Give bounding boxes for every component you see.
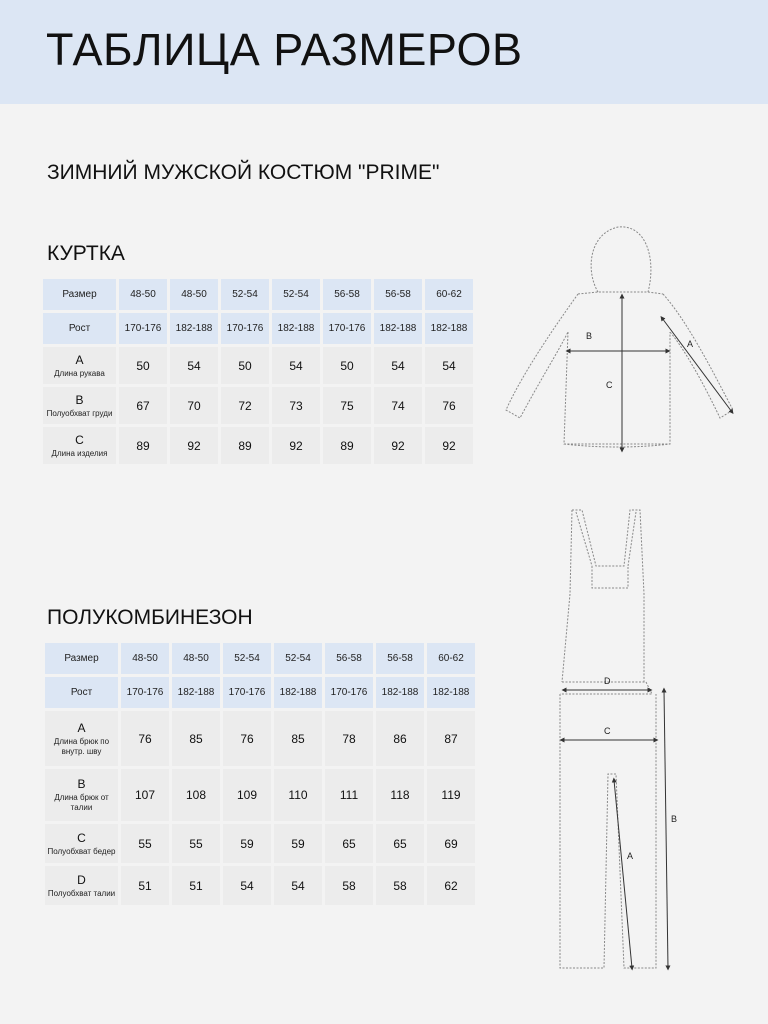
value-cell: 50 — [221, 347, 269, 384]
label-c: C — [604, 726, 611, 736]
size-cell: 52-54 — [272, 279, 320, 310]
jacket-measure-row — [43, 347, 473, 384]
overalls-measure-row — [45, 866, 475, 905]
value-cell: 76 — [223, 711, 271, 766]
product-title: ЗИМНИЙ МУЖСКОЙ КОСТЮМ "PRIME" — [47, 161, 440, 184]
jacket-measure-row — [43, 387, 473, 424]
height-cell: 170-176 — [121, 677, 169, 708]
size-cell: 56-58 — [325, 643, 373, 674]
overalls-size-table — [42, 640, 478, 908]
value-cell: 54 — [170, 347, 218, 384]
value-cell: 54 — [374, 347, 422, 384]
height-cell: 182-188 — [427, 677, 475, 708]
overalls-section-title: ПОЛУКОМБИНЕЗОН — [47, 606, 253, 629]
height-header: Рост — [43, 313, 116, 344]
measure-desc: Полуобхват груди — [46, 408, 113, 418]
height-cell: 182-188 — [172, 677, 220, 708]
value-cell: 85 — [172, 711, 220, 766]
size-cell: 60-62 — [427, 643, 475, 674]
measure-desc: Длина брюк от талии — [54, 793, 109, 812]
value-cell: 72 — [221, 387, 269, 424]
height-cell: 170-176 — [119, 313, 167, 344]
label-a: A — [627, 851, 634, 861]
value-cell: 51 — [172, 866, 220, 905]
measure-header — [45, 866, 118, 905]
value-cell: 92 — [170, 427, 218, 464]
jacket-section-title: КУРТКА — [47, 242, 125, 265]
value-cell: 89 — [221, 427, 269, 464]
value-cell: 54 — [274, 866, 322, 905]
height-cell: 182-188 — [170, 313, 218, 344]
measure-header — [43, 427, 116, 464]
measure-header — [43, 347, 116, 384]
value-cell: 76 — [121, 711, 169, 766]
jacket-measure-row — [43, 427, 473, 464]
overalls-measure-row — [45, 711, 475, 766]
measure-code: B — [77, 777, 86, 791]
size-cell: 48-50 — [172, 643, 220, 674]
value-cell: 50 — [323, 347, 371, 384]
measure-code: B — [75, 392, 84, 407]
value-cell: 54 — [425, 347, 473, 384]
label-b: B — [586, 331, 593, 341]
height-cell: 170-176 — [323, 313, 371, 344]
value-cell: 78 — [325, 711, 373, 766]
value-cell: 69 — [427, 824, 475, 863]
value-cell: 89 — [119, 427, 167, 464]
value-cell: 65 — [376, 824, 424, 863]
value-cell: 70 — [170, 387, 218, 424]
size-cell: 52-54 — [221, 279, 269, 310]
jacket-size-row — [43, 279, 473, 310]
value-cell: 111 — [325, 769, 373, 821]
overalls-measure-row — [45, 824, 475, 863]
height-cell: 182-188 — [274, 677, 322, 708]
value-cell: 109 — [223, 769, 271, 821]
value-cell: 92 — [374, 427, 422, 464]
measure-code: C — [77, 830, 86, 845]
measure-code: C — [75, 432, 84, 447]
label-d: D — [604, 676, 611, 686]
measure-desc: Полуобхват бедер — [47, 846, 116, 856]
jacket-size-table — [40, 276, 476, 467]
value-cell: 92 — [272, 427, 320, 464]
value-cell: 67 — [119, 387, 167, 424]
value-cell: 118 — [376, 769, 424, 821]
measure-header — [45, 824, 118, 863]
value-cell: 58 — [325, 866, 373, 905]
size-cell: 52-54 — [223, 643, 271, 674]
value-cell: 87 — [427, 711, 475, 766]
value-cell: 59 — [274, 824, 322, 863]
measure-header — [45, 711, 118, 766]
measure-desc: Длина изделия — [51, 448, 108, 458]
measure-code: A — [77, 720, 86, 735]
size-cell: 48-50 — [119, 279, 167, 310]
jacket-illustration — [498, 222, 744, 458]
overalls-height-row — [45, 677, 475, 708]
value-cell: 86 — [376, 711, 424, 766]
size-cell: 52-54 — [274, 643, 322, 674]
value-cell: 75 — [323, 387, 371, 424]
value-cell: 85 — [274, 711, 322, 766]
value-cell: 76 — [425, 387, 473, 424]
size-cell: 56-58 — [374, 279, 422, 310]
value-cell: 74 — [374, 387, 422, 424]
label-c: C — [606, 380, 613, 390]
jacket-height-row — [43, 313, 473, 344]
value-cell: 108 — [172, 769, 220, 821]
value-cell: 73 — [272, 387, 320, 424]
height-cell: 182-188 — [425, 313, 473, 344]
measure-header — [45, 769, 118, 821]
value-cell: 107 — [121, 769, 169, 821]
value-cell: 59 — [223, 824, 271, 863]
size-header: Размер — [43, 279, 116, 310]
height-cell: 170-176 — [325, 677, 373, 708]
measure-header — [43, 387, 116, 424]
value-cell: 89 — [323, 427, 371, 464]
measure-desc: Длина брюк по внутр. шву — [53, 736, 110, 756]
value-cell: 62 — [427, 866, 475, 905]
page-title: ТАБЛИЦА РАЗМЕРОВ — [46, 24, 523, 75]
label-a: A — [687, 339, 694, 349]
height-header: Рост — [45, 677, 118, 708]
size-cell: 48-50 — [170, 279, 218, 310]
value-cell: 54 — [223, 866, 271, 905]
value-cell: 51 — [121, 866, 169, 905]
value-cell: 58 — [376, 866, 424, 905]
size-cell: 56-58 — [376, 643, 424, 674]
size-cell: 60-62 — [425, 279, 473, 310]
overalls-size-row — [45, 643, 475, 674]
height-cell: 182-188 — [374, 313, 422, 344]
value-cell: 50 — [119, 347, 167, 384]
overalls-illustration — [552, 504, 692, 974]
value-cell: 92 — [425, 427, 473, 464]
height-cell: 170-176 — [221, 313, 269, 344]
height-cell: 182-188 — [376, 677, 424, 708]
measure-desc: Длина рукава — [54, 368, 105, 378]
value-cell: 55 — [172, 824, 220, 863]
size-header: Размер — [45, 643, 118, 674]
size-cell: 56-58 — [323, 279, 371, 310]
value-cell: 110 — [274, 769, 322, 821]
height-cell: 170-176 — [223, 677, 271, 708]
measure-desc: Полуобхват талии — [47, 888, 116, 898]
label-b: B — [671, 814, 678, 824]
value-cell: 55 — [121, 824, 169, 863]
measure-code: A — [75, 352, 84, 367]
size-cell: 48-50 — [121, 643, 169, 674]
height-cell: 182-188 — [272, 313, 320, 344]
overalls-measure-row — [45, 769, 475, 821]
value-cell: 54 — [272, 347, 320, 384]
value-cell: 119 — [427, 769, 475, 821]
measure-code: D — [77, 872, 86, 887]
header-banner — [0, 0, 768, 104]
value-cell: 65 — [325, 824, 373, 863]
